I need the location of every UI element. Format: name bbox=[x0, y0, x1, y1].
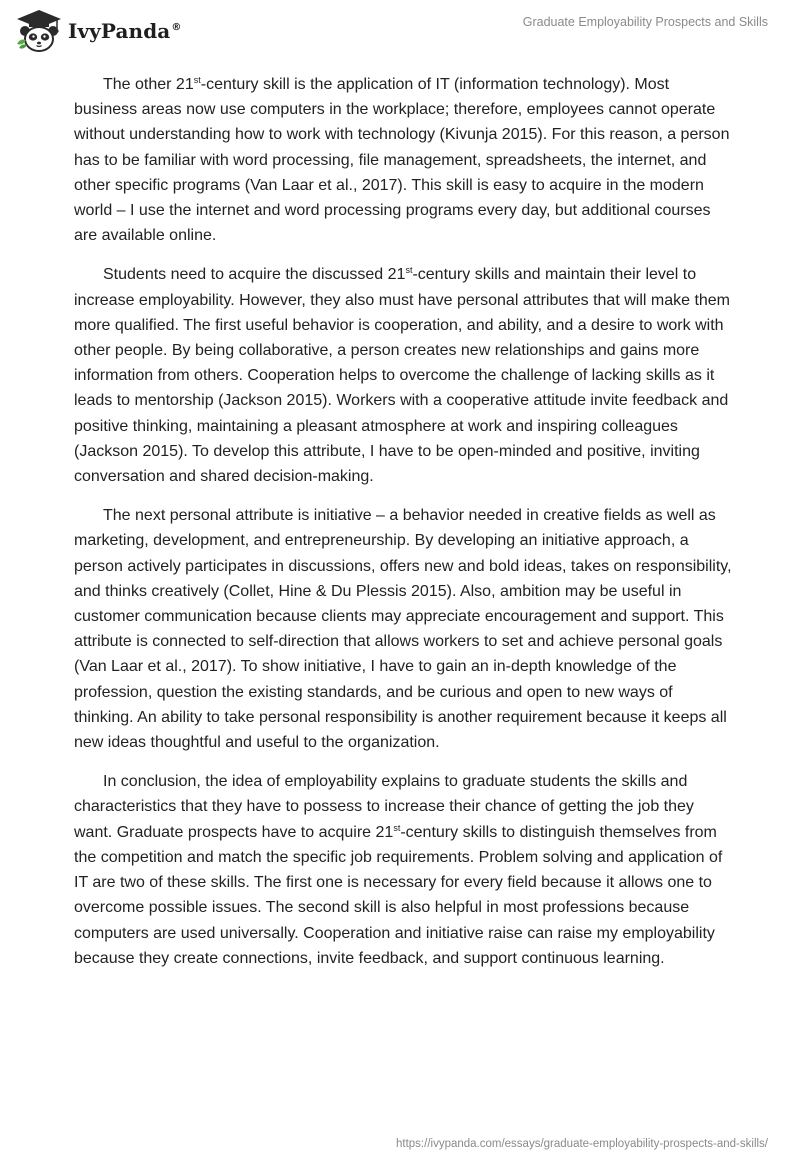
panda-mascot-icon bbox=[14, 8, 64, 54]
ivypanda-logo[interactable] bbox=[14, 8, 181, 54]
logo-wordmark: IvyPanda® bbox=[68, 19, 182, 43]
source-url-link[interactable]: https://ivypanda.com/essays/graduate-employability-prospects-and-skills/ bbox=[396, 1138, 768, 1150]
document-title: Graduate Employability Prospects and Skills bbox=[522, 15, 768, 29]
essay-body bbox=[74, 72, 734, 985]
paragraph: In conclusion, the idea of employability explains to graduate students the skills and characteristics that they have to possess to increase their chance of getting the job they want. Graduate prospects have to acquire 21st-century skills to distinguish themselves from the competition and match the specific job requirements. Problem solving and application of IT are two of these skills. The first one is necessary for every field because it allows one to overcome possible issues. The second skill is also helpful in most professions because computers are used universally. Cooperation and initiative raise can raise my employability because they create connections, invite feedback, and support continuous learning. bbox=[74, 773, 723, 967]
paragraph: Students need to acquire the discussed 21st-century skills and maintain their level to increase employability. However, they also must have personal attributes that will make them more qualified. The first useful behavior is cooperation, and ability, and a desire to work with other people. By being collaborative, a person creates new relationships and gains more information from others. Cooperation helps to overcome the challenge of lacking skills as it leads to mentorship (Jackson 2015). Workers with a cooperative attitude invite feedback and positive thinking, maintaining a pleasant atmosphere at work and inspiring colleagues (Jackson 2015). To develop this attribute, I have to be open-minded and positive, inviting conversation and shared decision-making. bbox=[74, 265, 731, 486]
paragraph: The other 21st-century skill is the application of IT (information technology). Most business areas now use computers in the workplace; therefore, employees cannot operate without understanding how to work with technology (Kivunja 2015). For this reason, a person has to be familiar with word processing, file management, spreadsheets, the internet, and other specific programs (Van Laar et al., 2017). This skill is easy to acquire in the modern world – I use the internet and word processing programs every day, but additional courses are available online. bbox=[74, 75, 730, 245]
page-header bbox=[0, 0, 800, 62]
paragraph: The next personal attribute is initiative – a behavior needed in creative fields as well as marketing, development, and entrepreneurship. By developing an initiative approach, a person actively participates in discussions, offers new and bold ideas, takes on responsibility, and thinks creatively (Collet, Hine & Du Plessis 2015). Also, ambition may be useful in customer communication because clients may appreciate encouragement and support. This attribute is connected to self-direction that allows workers to set and achieve personal goals (Van Laar et al., 2017). To show initiative, I have to gain an in-depth knowledge of the profession, question the existing standards, and be curious and open to new ways of thinking. An ability to take personal responsibility is another requirement because it keeps all new ideas thoughtful and useful to the organization. bbox=[74, 507, 732, 752]
